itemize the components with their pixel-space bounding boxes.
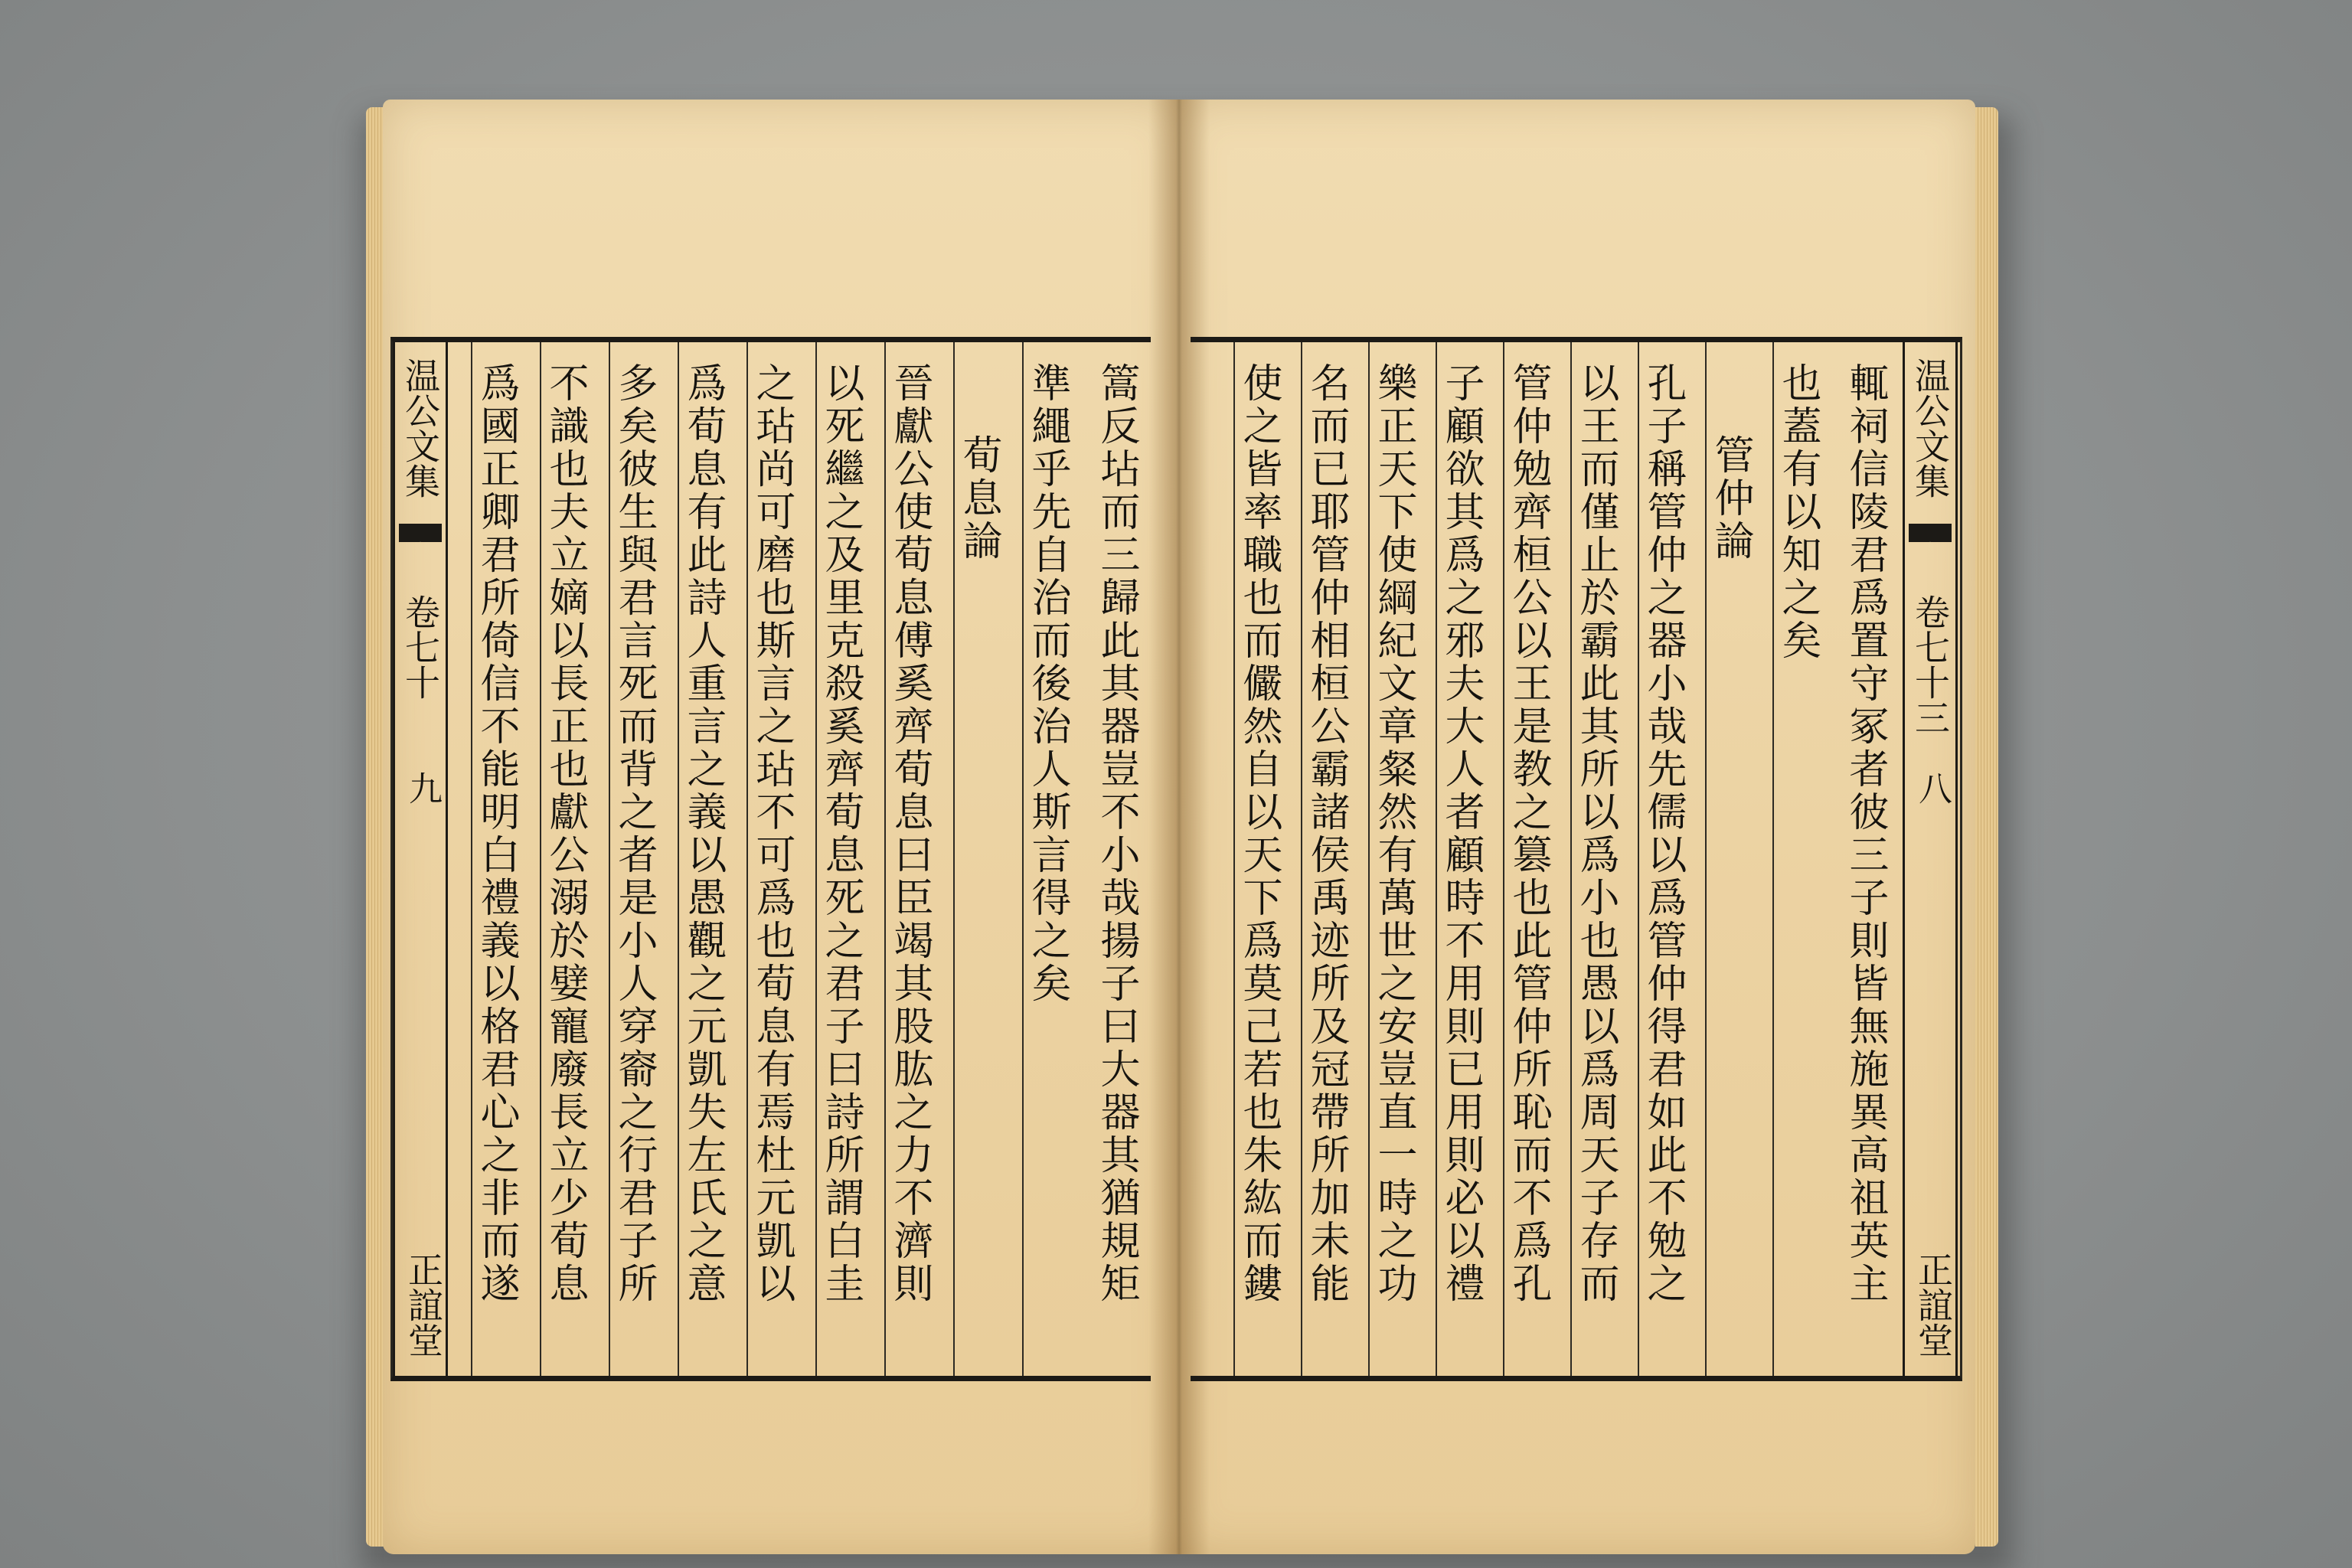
text-column: 多矣彼生與君言死而背之者是小人穿窬之行君子所 bbox=[609, 342, 659, 1376]
banxin-title: 温公文集 bbox=[400, 358, 441, 498]
right-page-edges bbox=[1975, 107, 1998, 1547]
text-column: 也蓋有以知之矣 bbox=[1772, 342, 1823, 1376]
banxin-volume: 卷七十三 bbox=[1909, 594, 1951, 736]
banxin-title: 温公文集 bbox=[1909, 358, 1951, 498]
section-title: 荀息論 bbox=[953, 342, 1004, 1376]
text-column: 不識也夫立嫡以長正也獻公溺於嬖寵廢長立少荀息 bbox=[540, 342, 590, 1376]
banxin-volume: 卷七十 bbox=[400, 594, 441, 701]
banxin-folio: 九 bbox=[403, 771, 442, 805]
banxin-folio: 八 bbox=[1913, 771, 1952, 805]
text-column: 篙反坫而三歸此其器豈不小哉揚子曰大器其猶規矩 bbox=[1093, 362, 1139, 1305]
text-column: 之玷尚可磨也斯言之玷不可爲也荀息有焉杜元凱以 bbox=[746, 342, 797, 1376]
right-banxin bbox=[1903, 342, 1958, 1376]
text-column: 使之皆率職也而儼然自以天下爲莫己若也朱紘而鏤 bbox=[1233, 342, 1284, 1376]
text-column: 名而已耶管仲相桓公霸諸侯禹迹所及冠帶所加未能 bbox=[1301, 342, 1351, 1376]
fish-tail-ornament bbox=[1909, 524, 1952, 570]
banxin-hall: 正誼堂 bbox=[1913, 1252, 1954, 1357]
text-column: 準繩乎先自治而後治人斯言得之矣 bbox=[1022, 342, 1073, 1376]
text-column: 樂正天下使綱紀文章粲然有萬世之安豈直一時之功 bbox=[1368, 342, 1419, 1376]
text-column: 管仲勉齊桓公以王是教之篡也此管仲所恥而不爲孔 bbox=[1503, 342, 1553, 1376]
left-banxin bbox=[393, 342, 448, 1376]
section-title: 管仲論 bbox=[1705, 342, 1756, 1376]
left-text-frame bbox=[390, 337, 1151, 1381]
text-column: 輒祠信陵君爲置守冢者彼三子則皆無施異高祖英主 bbox=[1842, 362, 1888, 1305]
text-column: 以死繼之及里克殺奚齊荀息死之君子曰詩所謂白圭 bbox=[815, 342, 866, 1376]
text-column: 子顧欲其爲之邪夫大人者顧時不用則已用則必以禮 bbox=[1436, 342, 1486, 1376]
text-column: 爲國正卿君所倚信不能明白禮義以格君心之非而遂 bbox=[471, 342, 521, 1376]
text-column: 爲荀息有此詩人重言之義以愚觀之元凱失左氏之意 bbox=[678, 342, 728, 1376]
text-column: 孔子稱管仲之器小哉先儒以爲管仲得君如此不勉之 bbox=[1638, 342, 1688, 1376]
right-text-frame bbox=[1191, 337, 1962, 1381]
text-column: 晉獻公使荀息傅奚齊荀息曰臣竭其股肱之力不濟則 bbox=[884, 342, 935, 1376]
fish-tail-ornament bbox=[399, 524, 442, 570]
banxin-hall: 正誼堂 bbox=[403, 1252, 444, 1357]
text-column: 以王而僅止於霸此其所以爲小也愚以爲周天子存而 bbox=[1570, 342, 1621, 1376]
